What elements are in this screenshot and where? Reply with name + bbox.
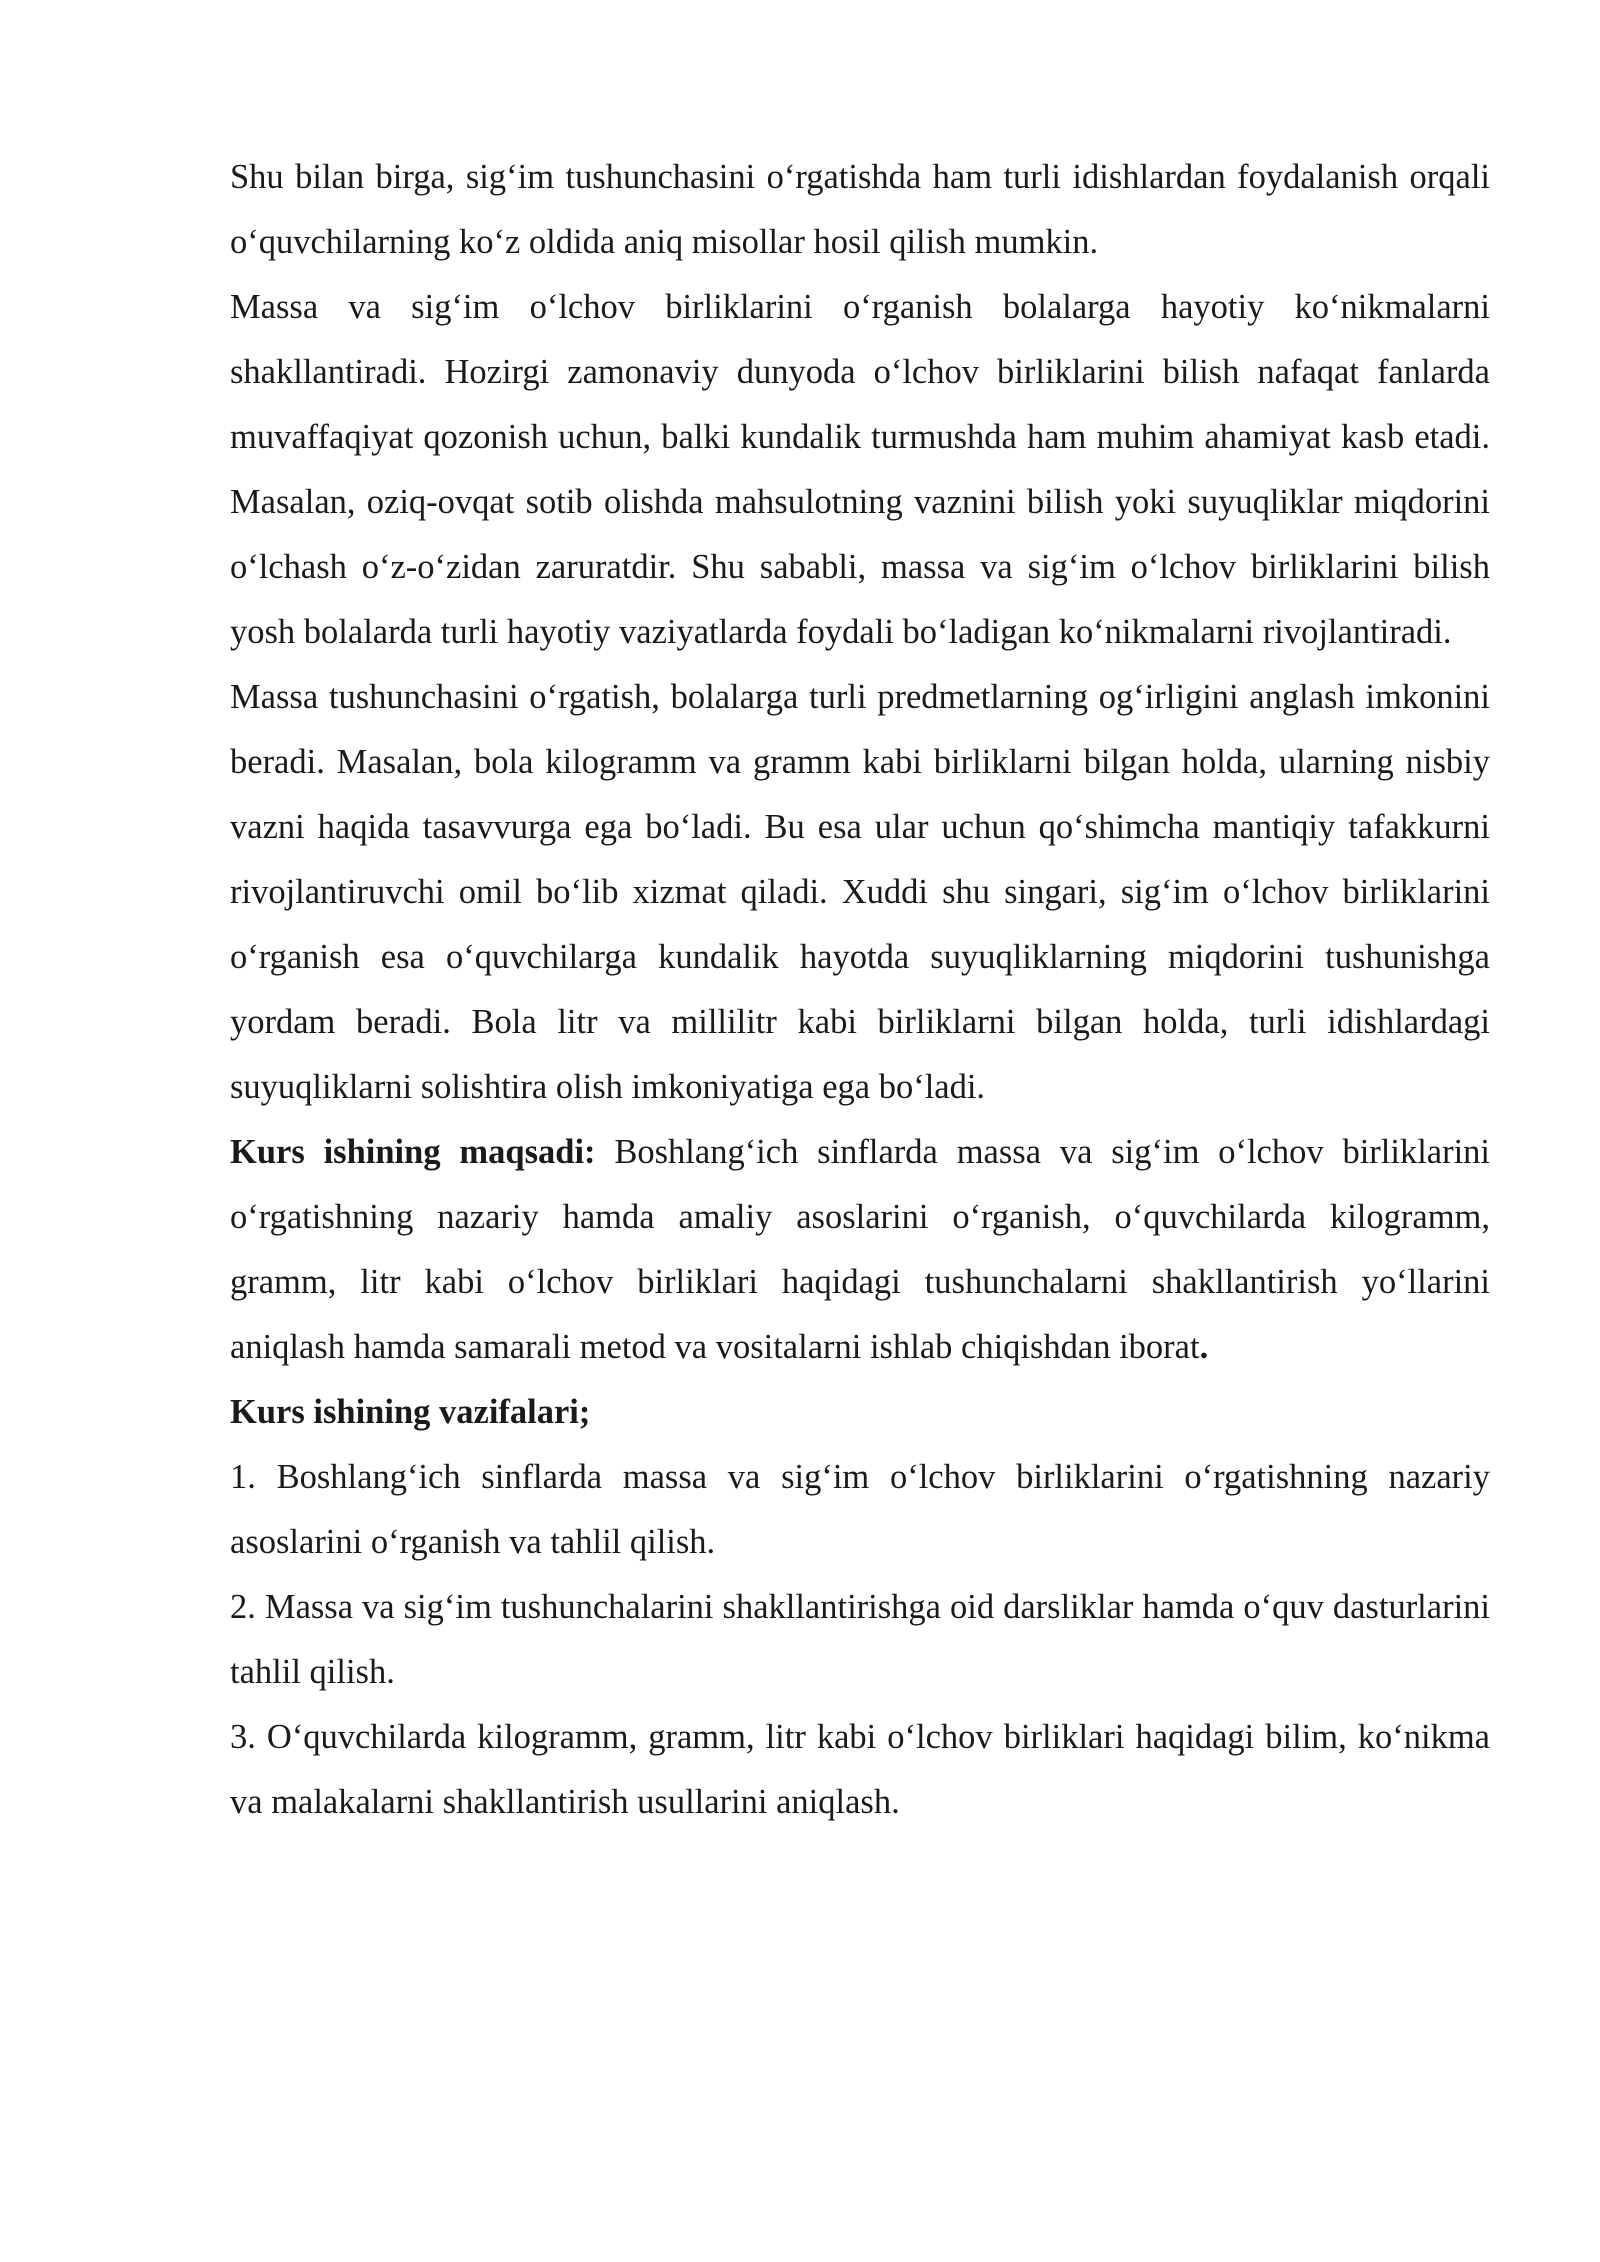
paragraph-mass-concept: Massa tushunchasini o‘rgatish, bolalarga turli predmetlarning og‘irligini anglash imkonini beradi. Masalan, bola kilogramm va gramm kabi birliklarni bilgan holda, ularning nisbiy vazni haqida tasavvurga ega bo‘ladi. Bu esa ular uchun qo‘shimcha mantiqiy tafakkurni rivojlantiruvchi omil bo‘lib xizmat qiladi. Xuddi shu singari, sig‘im o‘lchov birliklarini o‘rganish esa o‘quvchilarga kundalik hayotda suyuqliklarning miqdorini tushunishga yordam beradi. Bola litr va millilitr kabi birliklarni bilgan holda, turli idishlardagi suyuqliklarni solishtira olish imkoniyatiga ega bo‘ladi.	[230, 678, 1490, 1106]
paragraph-goal	[230, 1120, 1490, 1380]
goal-text: Boshlang‘ich sinflarda massa va sig‘im o‘lchov birliklarini o‘rgatishning nazariy hamda amaliy asoslarini o‘rganish, o‘quvchilarda kilogramm, gramm, litr kabi o‘lchov birliklari haqidagi tushunchalarni shakllantirish yo‘llarini aniqlash hamda samarali metod va vositalarni ishlab chiqishdan iborat	[230, 1133, 1490, 1366]
goal-label: Kurs ishining maqsadi:	[230, 1133, 596, 1171]
goal-end: .	[1199, 1328, 1209, 1366]
task-item-3: 3. O‘quvchilarda kilogramm, gramm, litr kabi o‘lchov birliklari haqidagi bilim, ko‘nikma va malakalarni shakllantirish usullarini aniqlash.	[230, 1718, 1490, 1821]
tasks-heading: Kurs ishining vazifalari;	[230, 1393, 591, 1431]
task-item-1: 1. Boshlang‘ich sinflarda massa va sig‘im o‘lchov birliklarini o‘rgatishning nazariy asoslarini o‘rganish va tahlil qilish.	[230, 1458, 1490, 1561]
task-item-2: 2. Massa va sig‘im tushunchalarini shakllantirishga oid darsliklar hamda o‘quv dasturlarini tahlil qilish.	[230, 1588, 1490, 1691]
paragraph-life-skills: Massa va sig‘im o‘lchov birliklarini o‘rganish bolalarga hayotiy ko‘nikmalarni shakllantiradi. Hozirgi zamonaviy dunyoda o‘lchov birliklarini bilish nafaqat fanlarda muvaffaqiyat qozonish uchun, balki kundalik turmushda ham muhim ahamiyat kasb etadi. Masalan, oziq-ovqat sotib olishda mahsulotning vaznini bilish yoki suyuqliklar miqdorini o‘lchash o‘z-o‘zidan zaruratdir. Shu sababli, massa va sig‘im o‘lchov birliklarini bilish yosh bolalarda turli hayotiy vaziyatlarda foydali bo‘ladigan ko‘nikmalarni rivojlantiradi.	[230, 288, 1490, 651]
document-page	[230, 145, 1490, 1835]
paragraph-intro: Shu bilan birga, sig‘im tushunchasini o‘rgatishda ham turli idishlardan foydalanish orqali o‘quvchilarning ko‘z oldida aniq misollar hosil qilish mumkin.	[230, 158, 1490, 261]
